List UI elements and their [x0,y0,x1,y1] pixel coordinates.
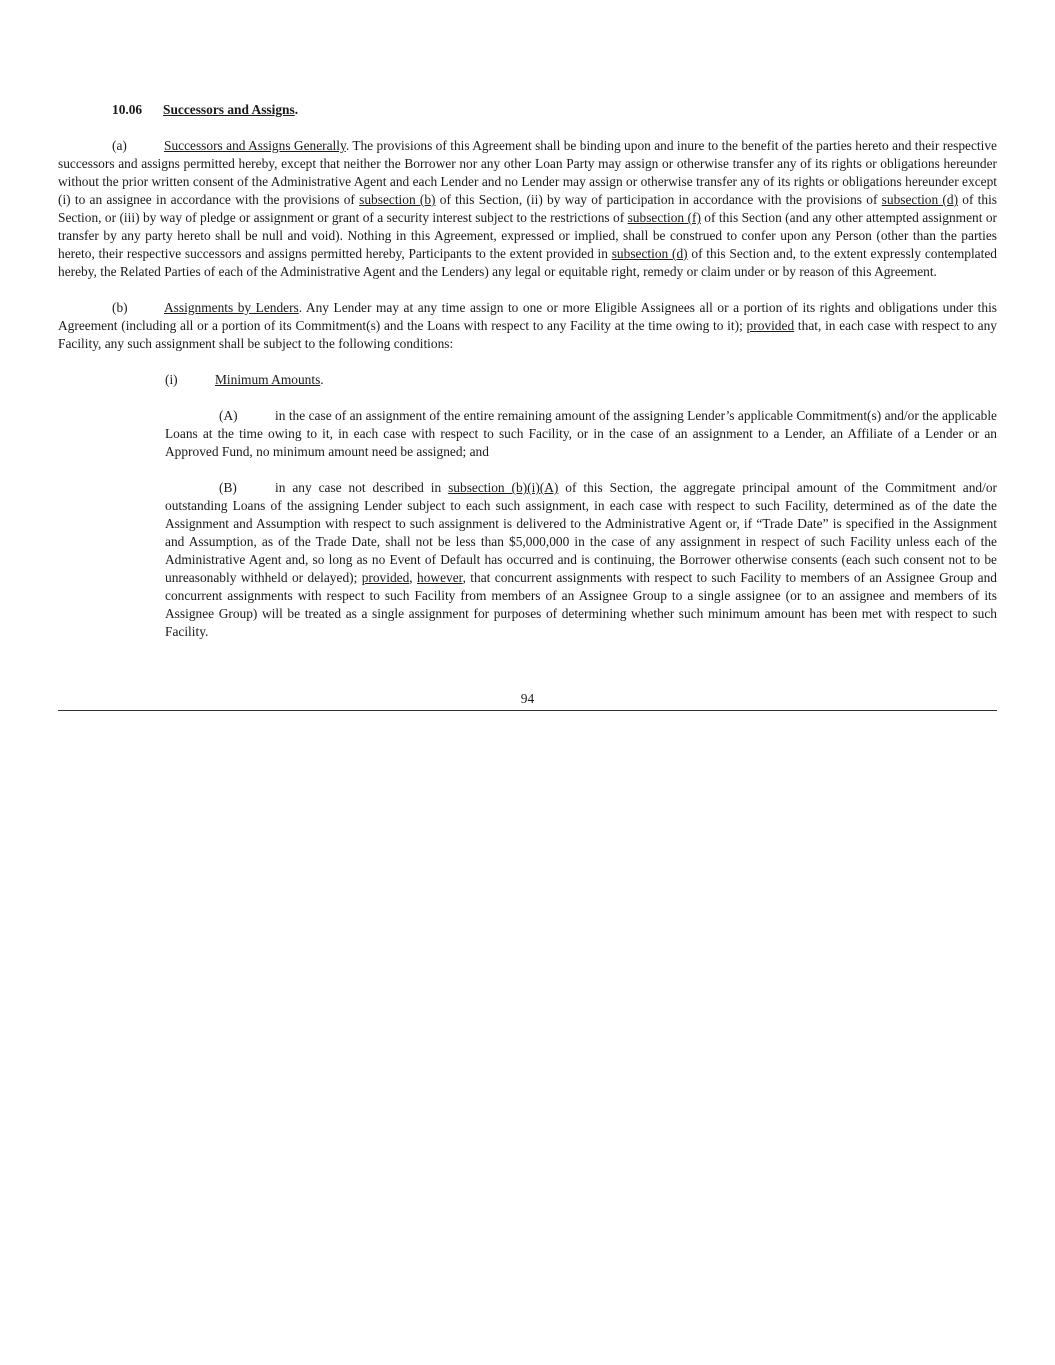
section-title-suffix: . [294,102,299,117]
paragraph-a-text-2: of this Section, (ii) by way of participation in accordance with the provisions of [435,192,882,207]
section-number: 10.06 [112,102,143,117]
reference-subsection-b-i-A: subsection (b)(i)(A) [448,480,559,495]
item-B-however: however [417,570,463,585]
paragraph-a-text-4: of this Section (and any other attempted assignment or transfer by any party hereto shall be null and void). Nothing in this Agreement, expressed or implied, shall be construed to confer upon any Person (other than the parties hereto, their respective successors and assigns permitted hereby, Participants to the extent provided in [58,210,997,261]
item-i-heading: Minimum Amounts [215,372,321,387]
paragraph-a-heading: Successors and Assigns Generally [164,138,346,153]
paragraph-b-heading: Assignments by Lenders [164,300,299,315]
item-B-text-3: , that concurrent assignments with respect to such Facility to members of an Assignee Group and concurrent assignments with respect to such Facility from members of an Assignee Group to a single assignee (or to an assignee and members of its Assignee Group) will be treated as a single assignment for purposes of determining whether such minimum amount has been met with respect to such Facility. [165,570,997,639]
paragraph-b-text-1: . Any Lender may at any time assign to one or more Eligible Assignees all or a portion of its rights and obligations under this Agreement (including all or a portion of its Commitment(s) and the Loans with respect to any Facility at the time owing to it); [58,300,997,333]
item-B-text-1: in any case not described in [275,480,449,495]
item-B-comma: , [409,570,418,585]
paragraph-a-text-1: . The provisions of this Agreement shall be binding upon and inure to the benefit of the parties hereto and their respective successors and assigns permitted hereby, except that neither the Borrower nor any other Loan Party may assign or otherwise transfer any of its rights or obligations hereunder without the prior written consent of the Administrative Agent and each Lender and no Lender may assign or otherwise transfer any of its rights or obligations hereunder except (i) to an assignee in accordance with the provisions of [58,138,997,207]
section-heading [58,101,997,119]
item-A [165,407,997,461]
paragraph-a-text-5: of this Section and, to the extent expressly contemplated hereby, the Related Parties of each of the Administrative Agent and the Lenders) any legal or equitable right, remedy or claim under or by reason of this Agreement. [58,246,997,279]
reference-subsection-f: subsection (f) [627,210,701,225]
section-title: Successors and Assigns [163,102,295,117]
item-B-marker: (B) [219,480,237,495]
footer-divider [58,710,997,711]
paragraph-b-provided: provided [746,318,795,333]
reference-subsection-d-second: subsection (d) [611,246,688,261]
paragraph-b-marker: (b) [112,300,128,315]
item-B-text-2: of this Section, the aggregate principal amount of the Commitment and/or outstanding Loans of the assigning Lender subject to each such assignment, in each case with respect to such Facility, determined as of the date the Assignment and Assumption with respect to such assignment is delivered to the Administrative Agent or, if “Trade Date” is specified in the Assignment and Assumption, as of the Trade Date, shall not be less than $5,000,000 in the case of any assignment in respect of such Facility unless each of the Administrative Agent and, so long as no Event of Default has occurred and is continuing, the Borrower otherwise consents (each such consent not to be unreasonably withheld or delayed); [165,480,997,585]
item-A-marker: (A) [219,408,238,423]
item-B [165,479,997,641]
item-B-provided: provided [361,570,410,585]
paragraph-b-text-2: that, in each case with respect to any Facility, any such assignment shall be subject to the following conditions: [58,318,997,351]
reference-subsection-b: subsection (b) [359,192,436,207]
reference-subsection-d: subsection (d) [881,192,959,207]
item-i [165,371,997,389]
document-page [58,101,997,659]
page-number: 94 [520,691,535,706]
item-i-marker: (i) [165,372,178,387]
paragraph-a-marker: (a) [112,138,127,153]
item-i-suffix: . [320,372,324,387]
item-A-text: in the case of an assignment of the entire remaining amount of the assigning Lender’s applicable Commitment(s) and/or the applicable Loans at the time owing to it, in each case with respect to such Facility, or in the case of an assignment to a Lender, an Affiliate of a Lender or an Approved Fund, no minimum amount need be assigned; and [165,408,997,459]
paragraph-b [58,299,997,353]
paragraph-a [58,137,997,281]
paragraph-a-text-3: of this Section, or (iii) by way of pledge or assignment or grant of a security interest subject to the restrictions of [58,192,998,225]
